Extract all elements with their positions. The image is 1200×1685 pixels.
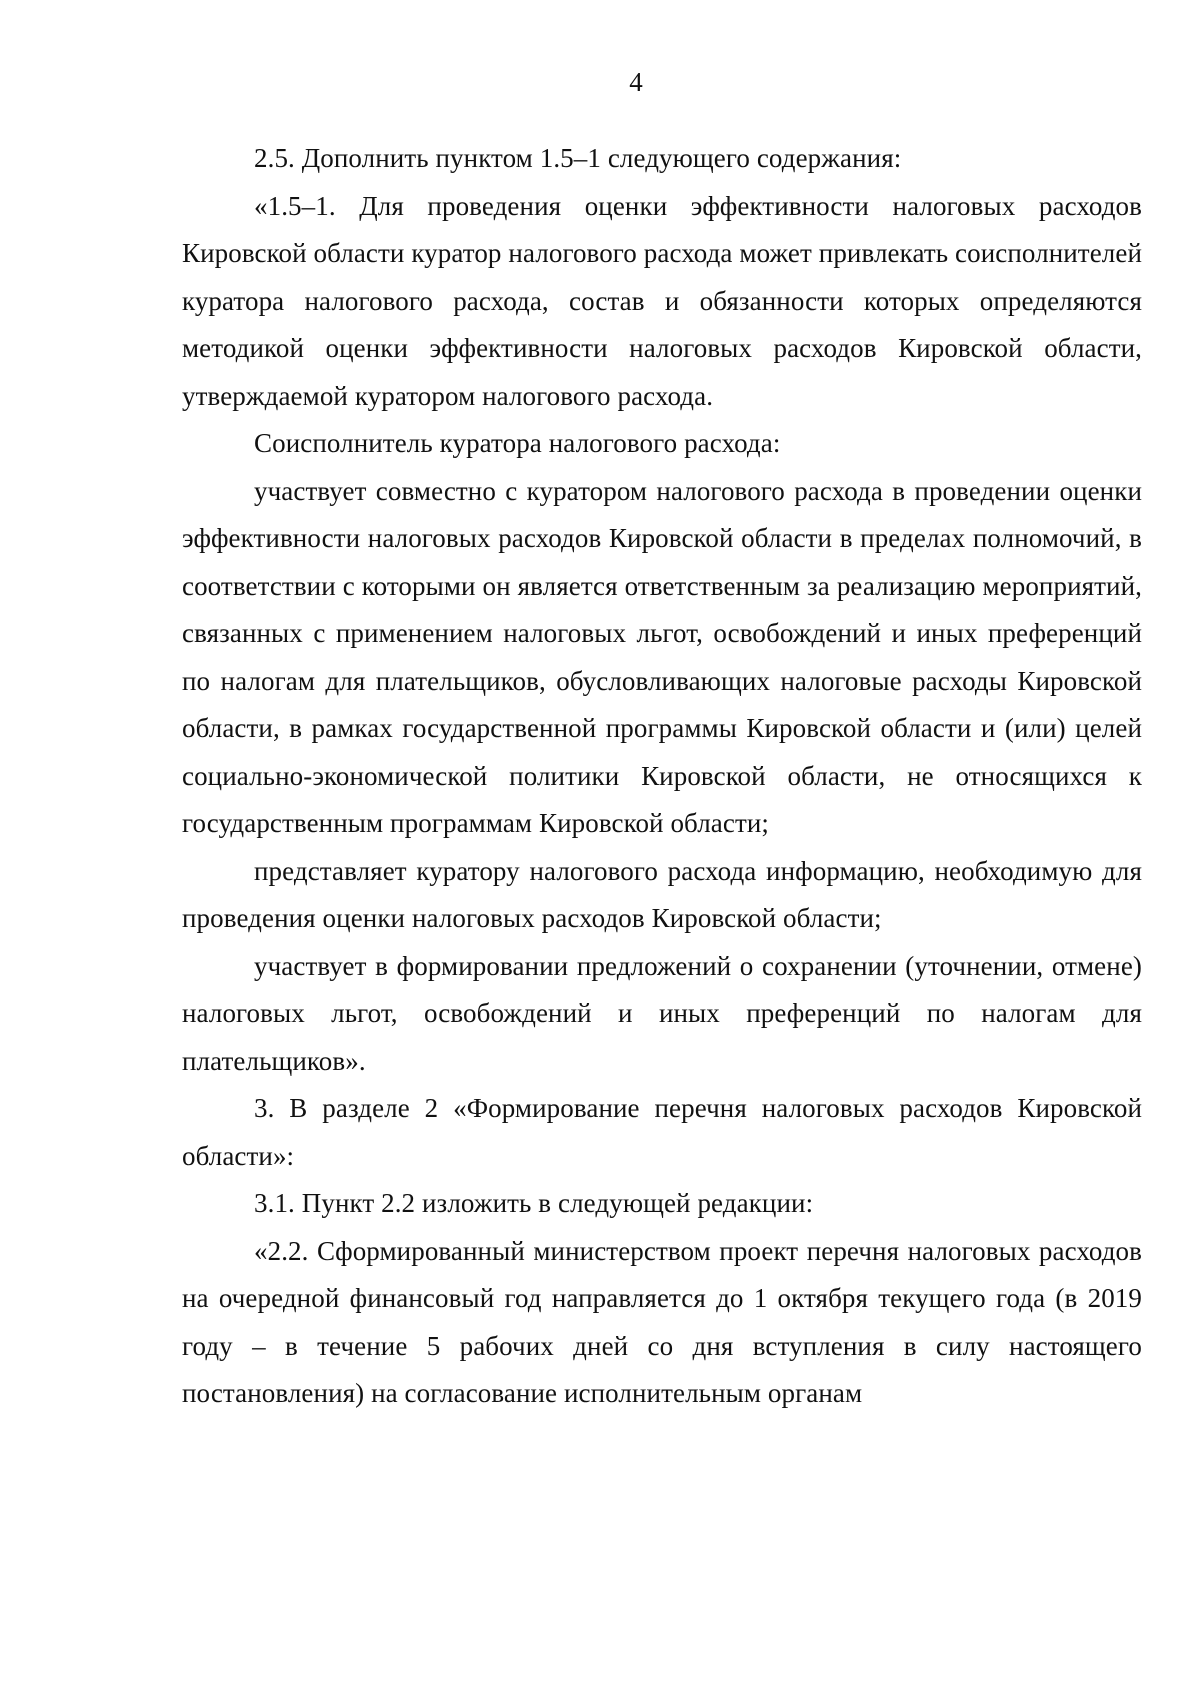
paragraph-participates-proposals: участвует в формировании предложений о сохранении (уточнении, отмене) налоговых льгот, освобождений и иных преференций по налогам для плательщиков». [182, 950, 1142, 1076]
paragraph-3-1: 3.1. Пункт 2.2 изложить в следующей редакции: [254, 1188, 814, 1218]
paragraph-2-5: 2.5. Дополнить пунктом 1.5–1 следующего содержания: [254, 143, 902, 173]
paragraph-provides-information: представляет куратору налогового расхода информацию, необходимую для проведения оценки налоговых расходов Кировской области; [182, 855, 1142, 933]
document-body [182, 135, 1142, 1418]
paragraph-1-5-1: «1.5–1. Для проведения оценки эффективности налоговых расходов Кировской области куратор налогового расхода может привлекать соисполнителей куратора налогового расхода, состав и обязанности которых определяются методикой оценки эффективности налоговых расходов Кировской области, утверждаемой куратором налогового расхода. [182, 190, 1142, 411]
paragraph-2-2: «2.2. Сформированный министерством проект перечня налоговых расходов на очередной финансовый год направляется до 1 октября текущего года (в 2019 году – в течение 5 рабочих дней со дня вступления в силу настоящего постановления) на согласование исполнительным органам [182, 1235, 1142, 1408]
paragraph-coexecutor-heading: Соисполнитель куратора налогового расхода: [254, 428, 781, 458]
page-number: 4 [629, 67, 643, 97]
paragraph-participates-assessment: участвует совместно с куратором налогового расхода в проведении оценки эффективности налоговых расходов Кировской области в пределах полномочий, в соответствии с которыми он является ответственным за реализацию мероприятий, связанных с применением налоговых льгот, освобождений и иных преференций по налогам для плательщиков, обусловливающих налоговые расходы Кировской области, в рамках государственной программы Кировской области и (или) целей социально-экономической политики Кировской области, не относящихся к государственным программам Кировской области; [182, 475, 1142, 838]
paragraph-section-3: 3. В разделе 2 «Формирование перечня налоговых расходов Кировской области»: [182, 1093, 1142, 1171]
